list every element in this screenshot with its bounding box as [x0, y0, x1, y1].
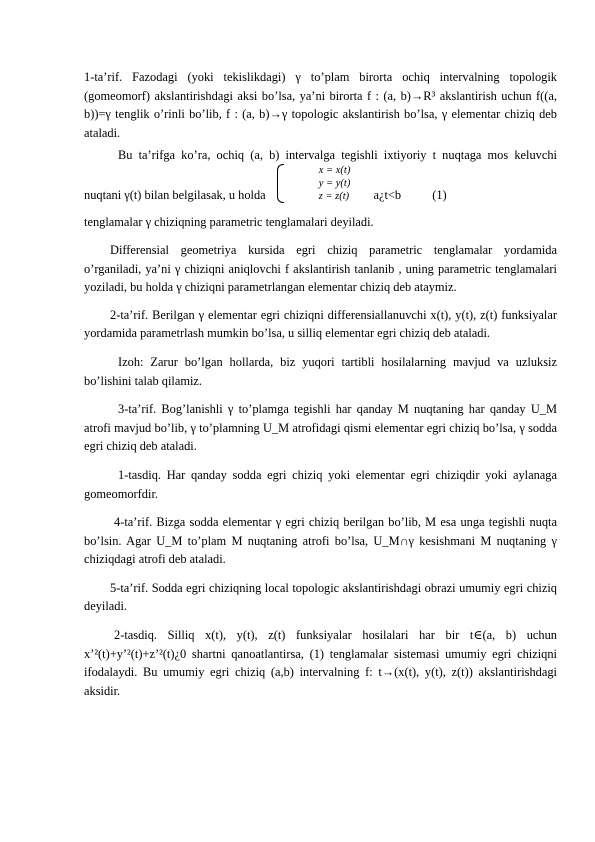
remark: Izoh: Zarur bo’lgan hollarda, biz yuqori tartibli hosilalarning mavjud va uzluksiz bo’lishini talab qilamiz.	[84, 354, 557, 388]
brace	[277, 164, 284, 203]
paragraph-4: Differensial geometriya kursida egri chiziq parametric tenglamalar yordamida o’rganiladi, ya’ni γ chiziqni aniqlovchi f akslantirish tanlanib , uning parametric tenglamalari yoziladi, bu holda γ chiziqni parametrlangan elementar chiziq deb ataymiz.	[84, 242, 557, 295]
proposition-2: 2-tasdiq. Silliq x(t), y(t), z(t) funksiyalar hosilalari har bir t∈(a, b) uchun x’²(t)+y’²(t)+z’²(t)¿0 shartni qanoatlantirsa, (1) tenglamalar sistemasi umumiy egri chiziqni ifodalaydi. Bu umumiy egri chiziq (a,b) intervalning f: t→(x(t), y(t), z(t)) akslantirishdagi aksidir.	[84, 628, 557, 698]
definition-3: 3-ta’rif. Bog’lanishli γ to’plamga tegishli har qanday M nuqtaning har qanday U_M atrofi mavjud bo’lib, γ to’plamning U_M atrofidagi qismi elementar egri chiziq bo’lsa, γ sodda egri chiziq deb ataladi.	[84, 402, 557, 454]
equation-system	[277, 164, 351, 203]
paragraph-2	[84, 146, 557, 205]
eq-z: z = z(t)	[318, 191, 350, 203]
definition-5: 5-ta’rif. Sodda egri chiziqning local topologic akslantirishdagi obrazi umumiy egri chiziq deyiladi.	[84, 580, 557, 614]
definition-1: 1-ta’rif. Fazodagi (yoki tekislikdagi) γ to’plam birorta ochiq intervalning topologik (gomeomorf) akslantirishdagi aksi bo’lsa, ya’ni birorta f : (a, b)→R³ akslantirish uchun f((a, b))=γ tenglik o’rinli bo’lib, f : (a, b)→γ topologic akslantirish bo’lsa, γ elementar chiziq deb ataladi.	[84, 70, 557, 140]
proposition-1: 1-tasdiq. Har qanday sodda egri chiziq yoki elementar egri chiziqdir yoki aylanaga gomeomorfdir.	[84, 467, 557, 501]
paragraph-2-text: Bu ta’rifga ko’ra, ochiq (a, b) intervalga tegishli ixtiyoriy t nuqtaga mos keluvchi nuqtani γ(t) bilan belgilasak, u holda	[84, 147, 557, 203]
parametric-equations-block	[84, 146, 557, 204]
paragraph-3: tenglamalar γ chiziqning parametric tenglamalari deyiladi.	[84, 215, 374, 230]
document-page	[84, 58, 557, 700]
definition-2: 2-ta’rif. Berilgan γ elementar egri chiziqni differensiallanuvchi x(t), y(t), z(t) funksiyalar yordamida parametrlash mumkin bo’lsa, u silliq elementar egri chiziq deb ataladi.	[84, 307, 557, 341]
definition-4: 4-ta’rif. Bizga sodda elementar γ egri chiziq berilgan bo’lib, M esa unga tegishli nuqta bo’lsin. Agar U_M to’plam M nuqtaning atrofi bo’lsa, U_M∩γ kesishmani M nuqtaning γ chiziqdagi atrofi deb ataladi.	[84, 515, 557, 567]
parameter-range: a¿t<b	[373, 188, 402, 203]
equation-number: (1)	[432, 188, 447, 203]
eq-y: y = y(t)	[318, 178, 351, 190]
eq-x: x = x(t)	[318, 165, 351, 177]
